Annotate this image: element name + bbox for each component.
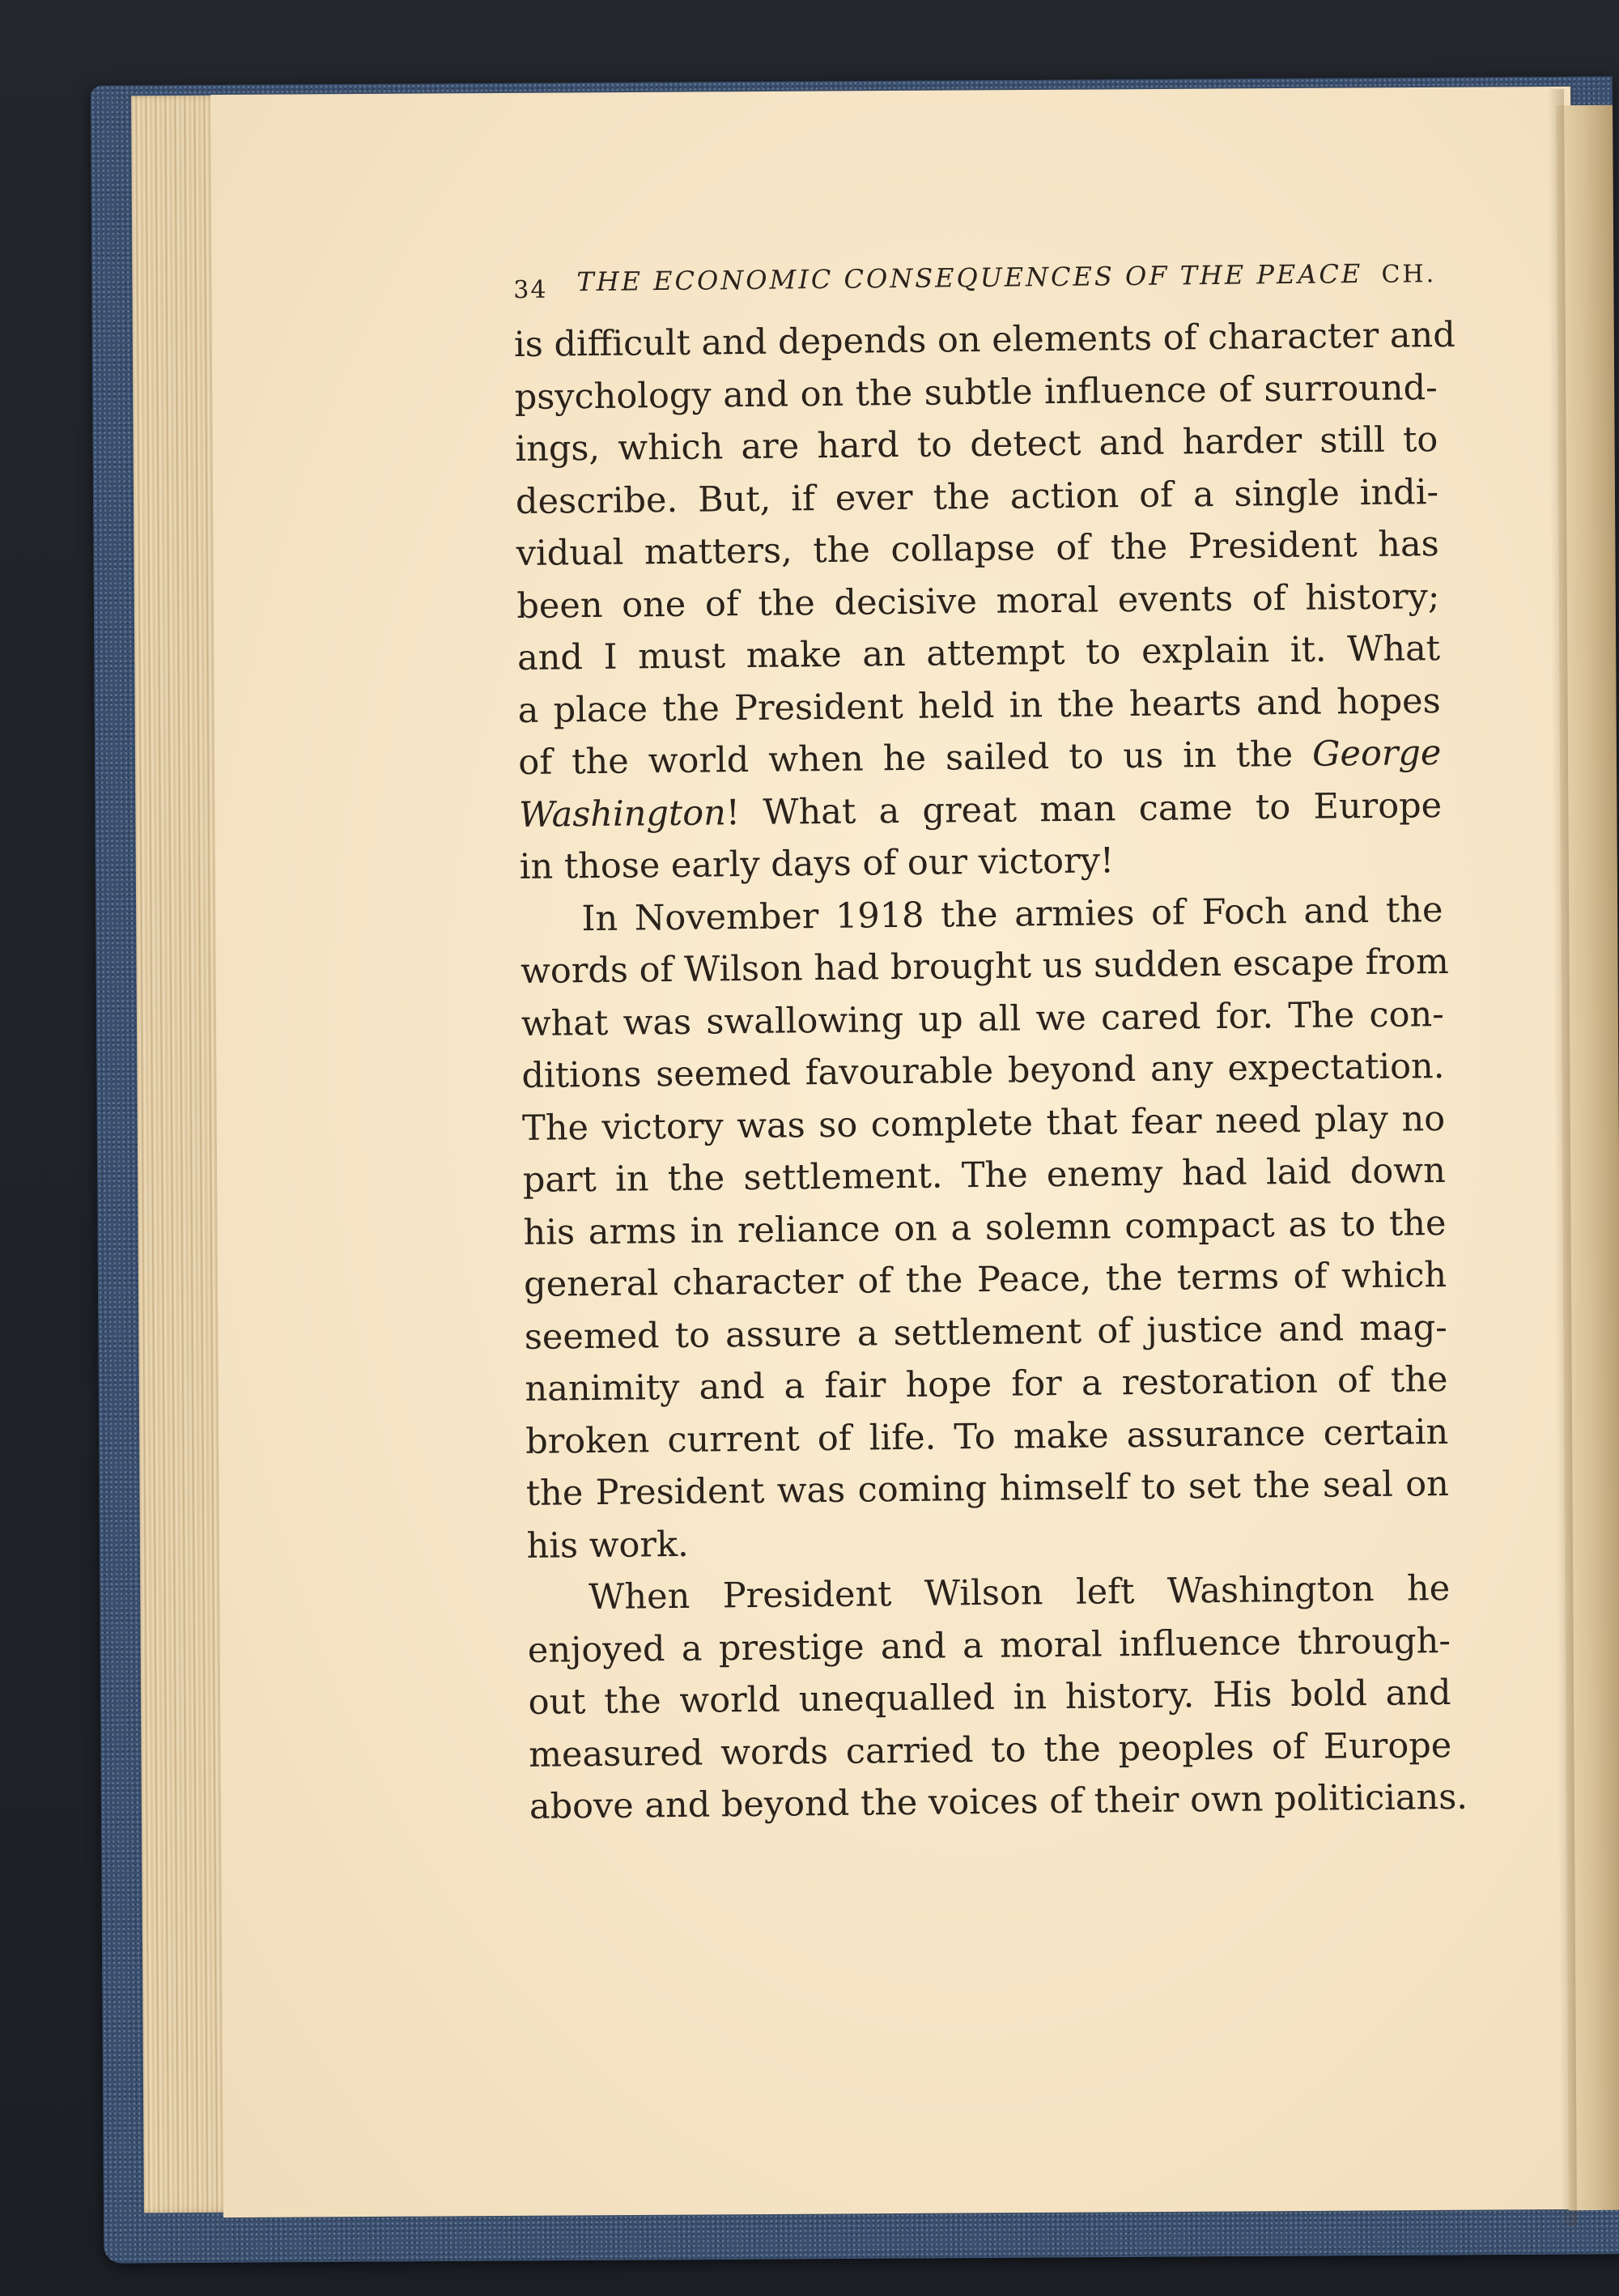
text-line-part: of the world when he sailed to us in the [518,733,1294,783]
text-line: general character of the Peace, the terms of which [523,1254,1447,1305]
running-title: THE ECONOMIC CONSEQUENCES OF THE PEACE [576,258,1363,298]
text-line: enjoyed a prestige and a moral influence through- [527,1620,1451,1671]
text-line: his work. [526,1524,689,1567]
text-line: nanimity and a fair hope for a restoration of the [525,1358,1448,1409]
text-line-part: ! What a great man came to Europe [725,784,1443,833]
paragraph-3 [527,1563,1468,1833]
text-line: vidual matters, the collapse of the President has [516,524,1439,574]
text-line [518,727,1442,789]
text-line: When President Wilson left Washington he [588,1567,1451,1618]
text-line: ings, which are hard to detect and harder still to [515,419,1438,470]
text-line: In November 1918 the armies of Foch and the [581,889,1443,939]
chapter-abbreviation: CH. [1381,260,1437,289]
text-line: seemed to assure a settlement of justice and mag- [524,1307,1448,1358]
text-line: out the world unequalled in history. His bold and [528,1672,1451,1723]
text-line: his arms in reliance on a solemn compact as to the [523,1202,1447,1253]
page-text [513,257,1468,1833]
text-line: ditions seemed favourable beyond any expectation. [521,1046,1445,1096]
text-line: psychology and on the subtle influence of surround- [514,367,1438,418]
text-line: words of Wilson had brought us sudden escape from [520,941,1449,992]
text-line: part in the settlement. The enemy had laid down [522,1150,1447,1201]
ship-name: Washington [518,792,727,835]
text-line: the President was coming himself to set the seal on [525,1463,1450,1514]
text-line: been one of the decisive moral events of history; [516,576,1440,627]
paragraph-1 [513,309,1455,893]
text-line: and I must make an attempt to explain it. What [516,628,1441,678]
ship-name: George [1311,733,1442,775]
text-line: describe. But, if ever the action of a single indi- [515,471,1439,522]
text-line: what was swallowing up all we cared for. The con- [521,993,1444,1044]
text-line [519,780,1443,841]
text-line: is difficult and depends on elements of character and [513,314,1455,365]
text-line: a place the President held in the hearts and hopes [517,680,1441,731]
text-line: in those early days of our victory! [519,840,1115,887]
text-line: measured words carried to the peoples of Europe [528,1724,1452,1775]
page-number: 34 [513,275,548,304]
paragraph-2 [520,884,1450,1572]
text-line: The victory was so complete that fear need play no [521,1098,1446,1149]
text-line: broken current of life. To make assurance certain [525,1411,1449,1462]
text-line: above and beyond the voices of their own politicians. [529,1776,1468,1827]
